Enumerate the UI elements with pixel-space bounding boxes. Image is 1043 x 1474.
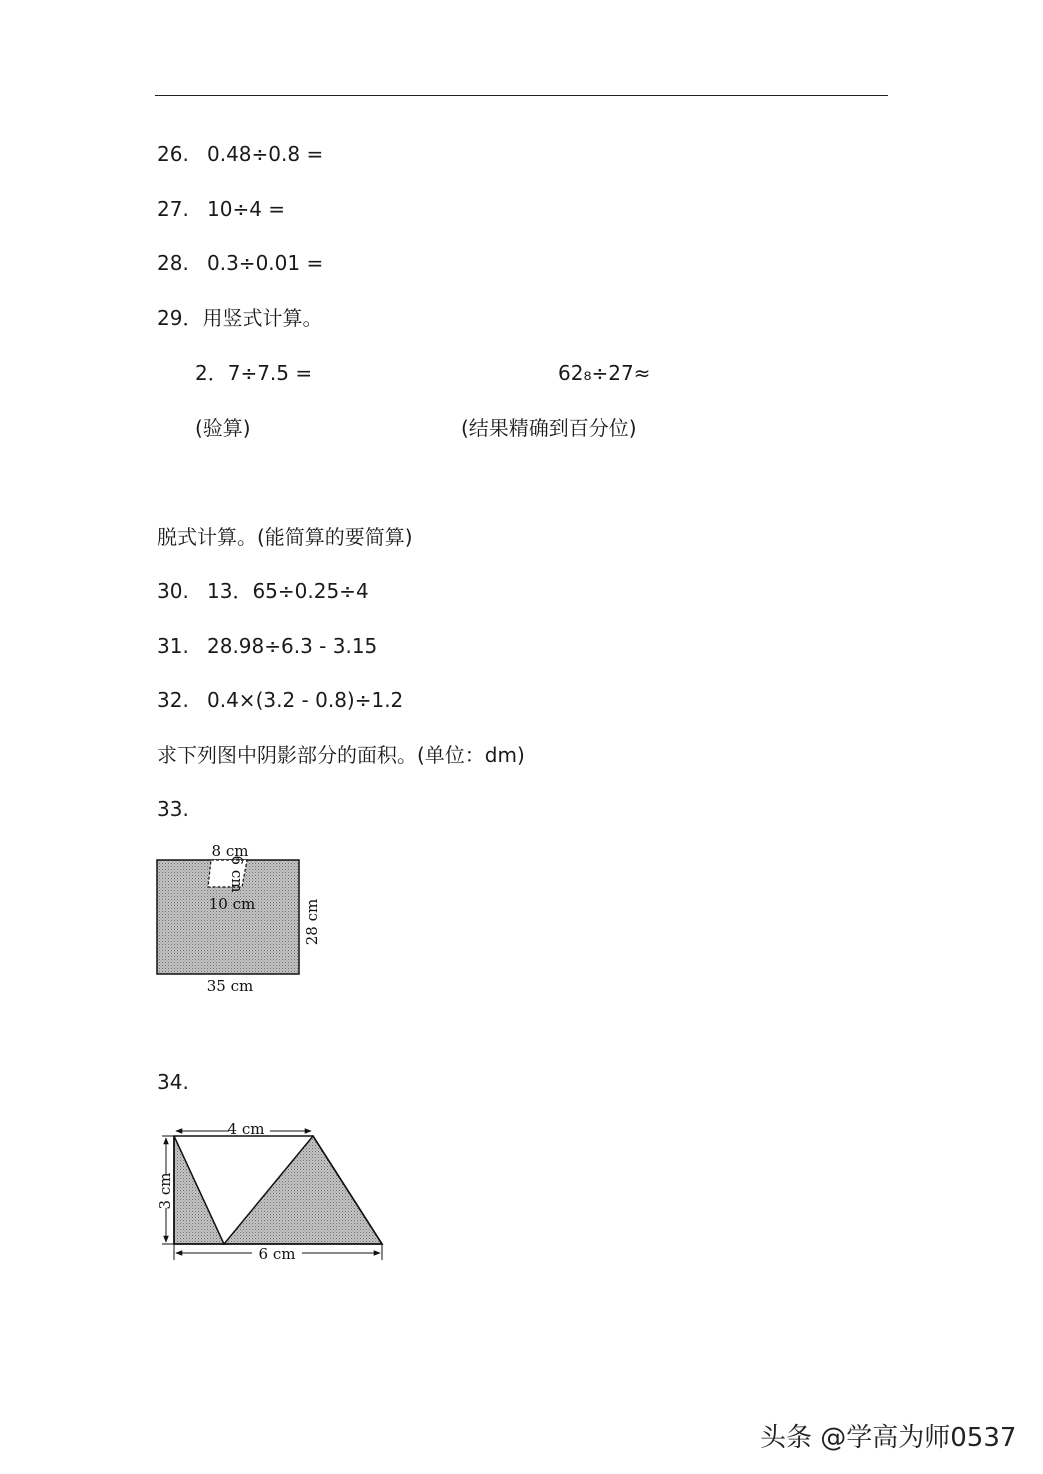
problem-number: 28.	[157, 251, 189, 275]
figure-33-rectangle-with-notch	[150, 836, 335, 1001]
problem-expression: 28.98÷6.3 - 3.15	[207, 634, 378, 658]
problem-29-precision-note: (结果精确到百分位)	[461, 416, 637, 440]
problem-31	[157, 634, 377, 658]
problem-number: 31.	[157, 634, 189, 658]
problem-expression: 0.48÷0.8 =	[207, 142, 324, 166]
problem-29-title: 29．用竖式计算。	[157, 306, 323, 330]
problem-number: 27.	[157, 197, 189, 221]
problem-number: 26.	[157, 142, 189, 166]
problem-number: 32.	[157, 688, 189, 712]
problem-number: 30.	[157, 579, 189, 603]
problem-32	[157, 688, 403, 712]
problem-29-left-expression: 2．7÷7.5 =	[195, 361, 313, 385]
problem-expression: 10÷4 =	[207, 197, 286, 221]
problem-29-right-expression: 62₈÷27≈	[558, 361, 651, 385]
problem-26	[157, 142, 323, 166]
header-rule	[155, 95, 888, 96]
label-top: 4 cm	[227, 1120, 265, 1138]
problem-34-number: 34.	[157, 1070, 189, 1094]
watermark: 头条 @学高为师0537	[760, 1423, 1017, 1453]
label-notch-height: 6 cm	[228, 855, 246, 893]
shaded-triangle-left	[174, 1136, 224, 1244]
problem-28	[157, 251, 323, 275]
section-heading-stepwise: 脱式计算。(能简算的要简算)	[157, 525, 413, 549]
figure-34-trapezoid	[150, 1112, 395, 1272]
label-left: 3 cm	[156, 1172, 174, 1210]
label-bottom: 35 cm	[206, 977, 254, 995]
problem-expression: 13．65÷0.25÷4	[207, 579, 369, 603]
label-bottom: 6 cm	[258, 1245, 296, 1263]
label-top: 8 cm	[211, 842, 249, 860]
problem-33-number: 33.	[157, 797, 189, 821]
label-right: 28 cm	[303, 898, 321, 946]
problem-27	[157, 197, 285, 221]
section-heading-shaded-area: 求下列图中阴影部分的面积。(单位：dm)	[157, 743, 525, 767]
problem-30	[157, 579, 369, 603]
problem-expression: 0.4×(3.2 - 0.8)÷1.2	[207, 688, 404, 712]
shaded-triangle-right	[224, 1136, 382, 1244]
problem-expression: 0.3÷0.01 =	[207, 251, 324, 275]
problem-29-check-note: (验算)	[195, 416, 251, 440]
label-notch-bottom: 10 cm	[208, 895, 256, 913]
